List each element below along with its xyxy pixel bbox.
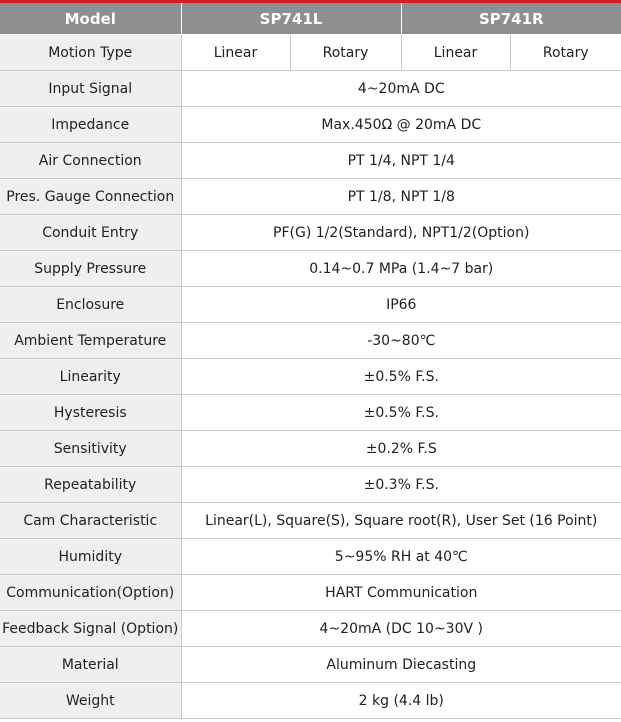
row-label: Air Connection [0,143,181,179]
row-label: Material [0,647,181,683]
table-row [0,611,621,647]
table-row [0,683,621,719]
table-row [0,431,621,467]
row-value: ±0.3% F.S. [181,467,621,503]
row-value: Max.450Ω @ 20mA DC [181,107,621,143]
row-label: Repeatability [0,467,181,503]
model-sp741r-header: SP741R [401,3,621,35]
table-row [0,143,621,179]
row-label: Communication(Option) [0,575,181,611]
row-value: Linear(L), Square(S), Square root(R), User Set (16 Point) [181,503,621,539]
table-row [0,359,621,395]
table-row [0,107,621,143]
table-row [0,503,621,539]
row-label: Sensitivity [0,431,181,467]
table-row-motion-type [0,35,621,71]
row-value: 4~20mA DC [181,71,621,107]
motion-type-cell: Rotary [290,35,401,71]
row-label: Feedback Signal (Option) [0,611,181,647]
row-value: ±0.5% F.S. [181,395,621,431]
header-row [0,3,621,35]
row-value: HART Communication [181,575,621,611]
row-label: Impedance [0,107,181,143]
table-row [0,287,621,323]
row-value: 2 kg (4.4 lb) [181,683,621,719]
row-value: ±0.5% F.S. [181,359,621,395]
table-row [0,647,621,683]
row-value: Aluminum Diecasting [181,647,621,683]
row-value: 5~95% RH at 40℃ [181,539,621,575]
table-row [0,575,621,611]
row-label: Cam Characteristic [0,503,181,539]
row-value: IP66 [181,287,621,323]
row-label: Input Signal [0,71,181,107]
model-sp741l-header: SP741L [181,3,401,35]
row-value: ±0.2% F.S [181,431,621,467]
row-label: Linearity [0,359,181,395]
motion-type-cell: Linear [401,35,510,71]
model-header: Model [0,3,181,35]
row-label: Weight [0,683,181,719]
row-value: 4~20mA (DC 10~30V ) [181,611,621,647]
row-value: -30~80℃ [181,323,621,359]
table-row [0,215,621,251]
row-value: PT 1/8, NPT 1/8 [181,179,621,215]
table-row [0,323,621,359]
table-row [0,395,621,431]
row-label: Ambient Temperature [0,323,181,359]
row-label: Conduit Entry [0,215,181,251]
table-row [0,467,621,503]
row-label: Supply Pressure [0,251,181,287]
spec-table [0,3,621,719]
row-label: Humidity [0,539,181,575]
row-label: Enclosure [0,287,181,323]
row-label: Pres. Gauge Connection [0,179,181,215]
table-row [0,179,621,215]
table-row [0,71,621,107]
row-label: Motion Type [0,35,181,71]
motion-type-cell: Linear [181,35,290,71]
table-row [0,251,621,287]
row-label: Hysteresis [0,395,181,431]
table-row [0,539,621,575]
motion-type-cell: Rotary [510,35,621,71]
row-value: PT 1/4, NPT 1/4 [181,143,621,179]
row-value: PF(G) 1/2(Standard), NPT1/2(Option) [181,215,621,251]
row-value: 0.14~0.7 MPa (1.4~7 bar) [181,251,621,287]
